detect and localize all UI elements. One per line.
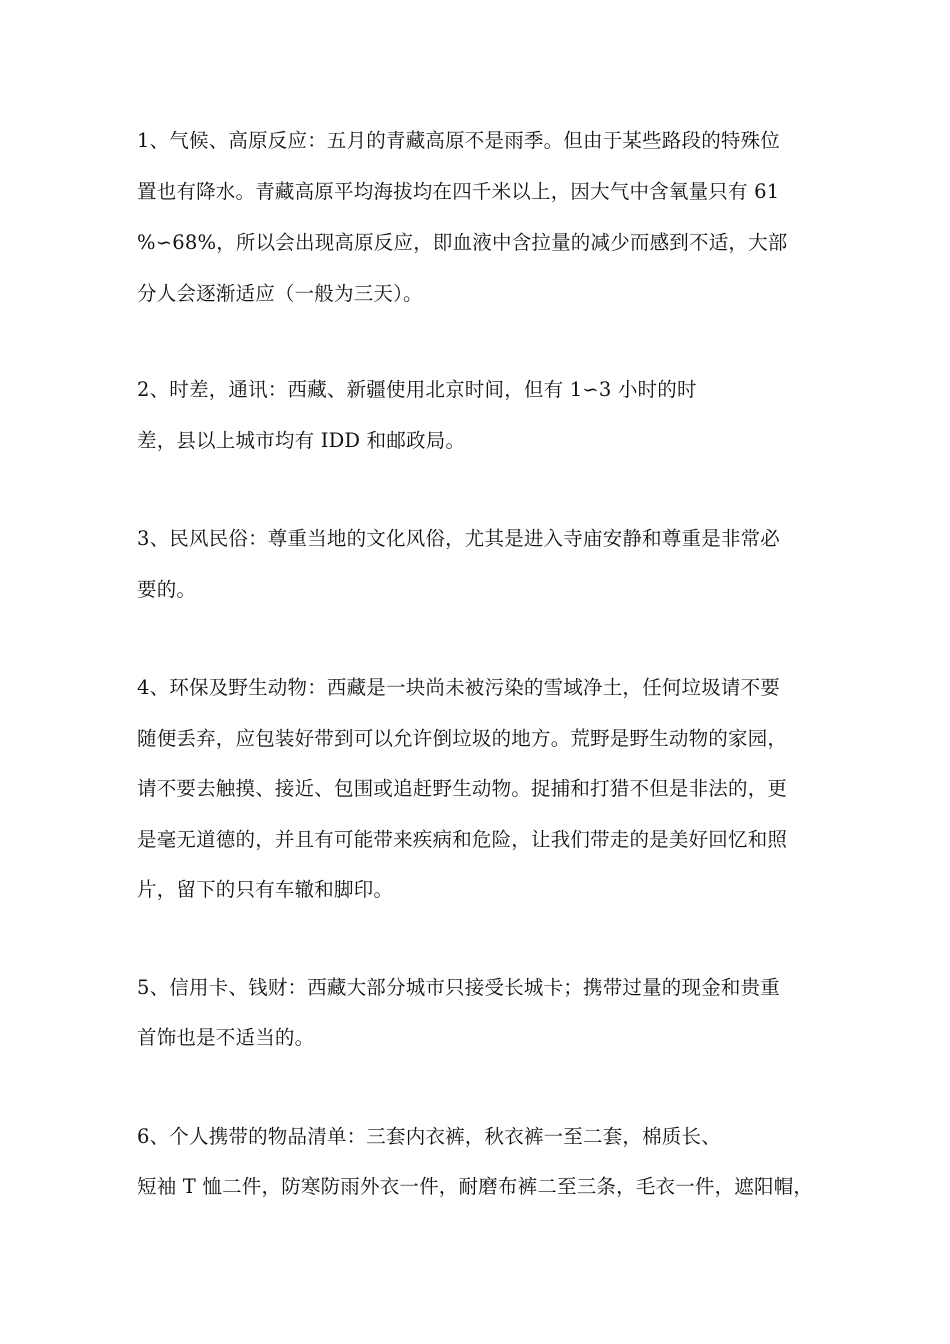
paragraph-4-line-5: 片，留下的只有车辙和脚印。 [137, 878, 394, 901]
paragraph-1-line-1: 1、气候、高原反应：五月的青藏高原不是雨季。但由于某些路段的特殊位 [137, 129, 781, 152]
paragraph-5-line-2: 首饰也是不适当的。 [137, 1026, 315, 1049]
paragraph-1-line-2: 置也有降水。青藏高原平均海拔均在四千米以上，因大气中含氧量只有 61 [137, 180, 780, 203]
paragraph-4-line-1: 4、环保及野生动物：西藏是一块尚未被污染的雪域净土，任何垃圾请不要 [137, 676, 781, 699]
paragraph-5-line-1: 5、信用卡、钱财：西藏大部分城市只接受长城卡；携带过量的现金和贵重 [137, 976, 781, 999]
paragraph-4-line-4: 是毫无道德的，并且有可能带来疾病和危险，让我们带走的是美好回忆和照 [137, 828, 788, 851]
paragraph-3-line-2: 要的。 [137, 578, 197, 601]
paragraph-4-line-2: 随便丢弃，应包装好带到可以允许倒垃圾的地方。荒野是野生动物的家园， [137, 727, 788, 750]
paragraph-1-line-3: %∽68%，所以会出现高原反应，即血液中含拉量的减少而感到不适，大部 [137, 231, 788, 254]
paragraph-2-line-1: 2、时差，通讯：西藏、新疆使用北京时间，但有 1∽3 小时的时 [137, 378, 697, 401]
paragraph-6-line-2: 短袖 T 恤二件，防寒防雨外衣一件，耐磨布裤二至三条，毛衣一件，遮阳帽， [137, 1175, 814, 1198]
paragraph-6-line-1: 6、个人携带的物品清单：三套内衣裤，秋衣裤一至二套，棉质长、 [137, 1125, 721, 1148]
paragraph-1-line-4: 分人会逐渐适应（一般为三天）。 [137, 282, 423, 305]
paragraph-2-line-2: 差，县以上城市均有 IDD 和邮政局。 [137, 429, 466, 452]
paragraph-3-line-1: 3、民风民俗：尊重当地的文化风俗，尤其是进入寺庙安静和尊重是非常必 [137, 527, 781, 550]
paragraph-4-line-3: 请不要去触摸、接近、包围或追赶野生动物。捉捕和打猎不但是非法的，更 [137, 777, 788, 800]
